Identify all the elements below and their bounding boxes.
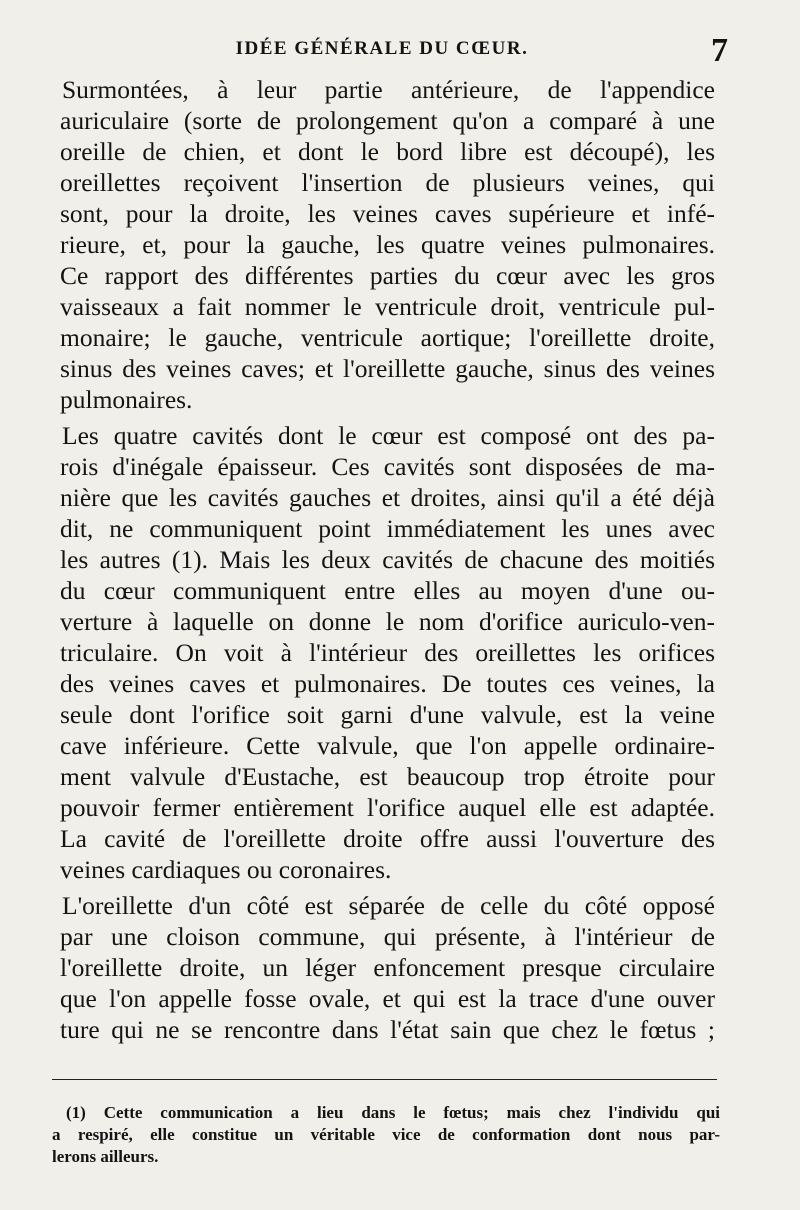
text-line: Ce rapport des différentes parties du cœur avec les gros (60, 261, 715, 290)
footnote (52, 1102, 720, 1168)
text-line: Les quatre cavités dont le cœur est composé ont des pa- (62, 421, 715, 450)
text-line: que l'on appelle fosse ovale, et qui est la trace d'une ouver (60, 984, 715, 1013)
text-line: sont, pour la droite, les veines caves supérieure et infé- (60, 199, 715, 228)
text-line: triculaire. On voit à l'intérieur des oreillettes les orifices (60, 638, 715, 667)
footnote-rule (52, 1079, 717, 1080)
text-line: veines cardiaques ou coronaires. (60, 855, 392, 884)
text-line: par une cloison commune, qui présente, à l'intérieur de (60, 922, 715, 951)
text-line: vaisseaux a fait nommer le ventricule droit, ventricule pul- (60, 292, 715, 321)
text-line: pulmonaires. (60, 385, 193, 414)
text-line: auriculaire (sorte de prolongement qu'on a comparé à une (60, 106, 715, 135)
page-header (60, 32, 728, 78)
text-line: seule dont l'orifice soit garni d'une valvule, est la veine (60, 700, 715, 729)
running-title: IDÉE GÉNÉRALE DU CŒUR. (235, 38, 529, 59)
page-number: 7 (711, 32, 728, 69)
footnote-line: lerons ailleurs. (52, 1147, 159, 1166)
text-line: oreille de chien, et dont le bord libre est découpé), les (60, 137, 715, 166)
text-line: des veines caves et pulmonaires. De toutes ces veines, la (60, 669, 715, 698)
footnote-line: a respiré, elle constitue un véritable vice de conformation dont nous par- (52, 1125, 720, 1144)
text-line: cave inférieure. Cette valvule, que l'on appelle ordinaire- (60, 731, 715, 760)
text-line: les autres (1). Mais les deux cavités de chacune des moitiés (60, 545, 715, 574)
text-line: ment valvule d'Eustache, est beaucoup trop étroite pour (60, 762, 715, 791)
text-line: l'oreillette droite, un léger enfoncement presque circulaire (60, 953, 715, 982)
text-line: rois d'inégale épaisseur. Ces cavités sont disposées de ma- (60, 452, 715, 481)
text-line: verture à laquelle on donne le nom d'orifice auriculo-ven- (60, 607, 715, 636)
footnote-line: (1) Cette communication a lieu dans le fœtus; mais chez l'individu qui (66, 1103, 720, 1122)
text-line: pouvoir fermer entièrement l'orifice auquel elle est adaptée. (60, 793, 715, 822)
body-text (60, 74, 715, 1045)
text-line: L'oreillette d'un côté est séparée de celle du côté opposé (62, 891, 715, 920)
text-line: Surmontées, à leur partie antérieure, de l'appendice (62, 75, 715, 104)
text-line: La cavité de l'oreillette droite offre aussi l'ouverture des (60, 824, 715, 853)
text-line: monaire; le gauche, ventricule aortique; l'oreillette droite, (60, 323, 715, 352)
text-line: dit, ne communiquent point immédiatement les unes avec (60, 514, 715, 543)
text-line: du cœur communiquent entre elles au moyen d'une ou- (60, 576, 715, 605)
text-line: sinus des veines caves; et l'oreillette gauche, sinus des veines (60, 354, 715, 383)
text-line: nière que les cavités gauches et droites, ainsi qu'il a été déjà (60, 483, 715, 512)
paragraph-3 (60, 890, 715, 1045)
text-line: rieure, et, pour la gauche, les quatre veines pulmonaires. (60, 230, 715, 259)
text-line: ture qui ne se rencontre dans l'état sain que chez le fœtus ; (60, 1015, 715, 1044)
text-line: oreillettes reçoivent l'insertion de plusieurs veines, qui (60, 168, 715, 197)
paragraph-2 (60, 420, 715, 885)
paragraph-1 (60, 74, 715, 415)
